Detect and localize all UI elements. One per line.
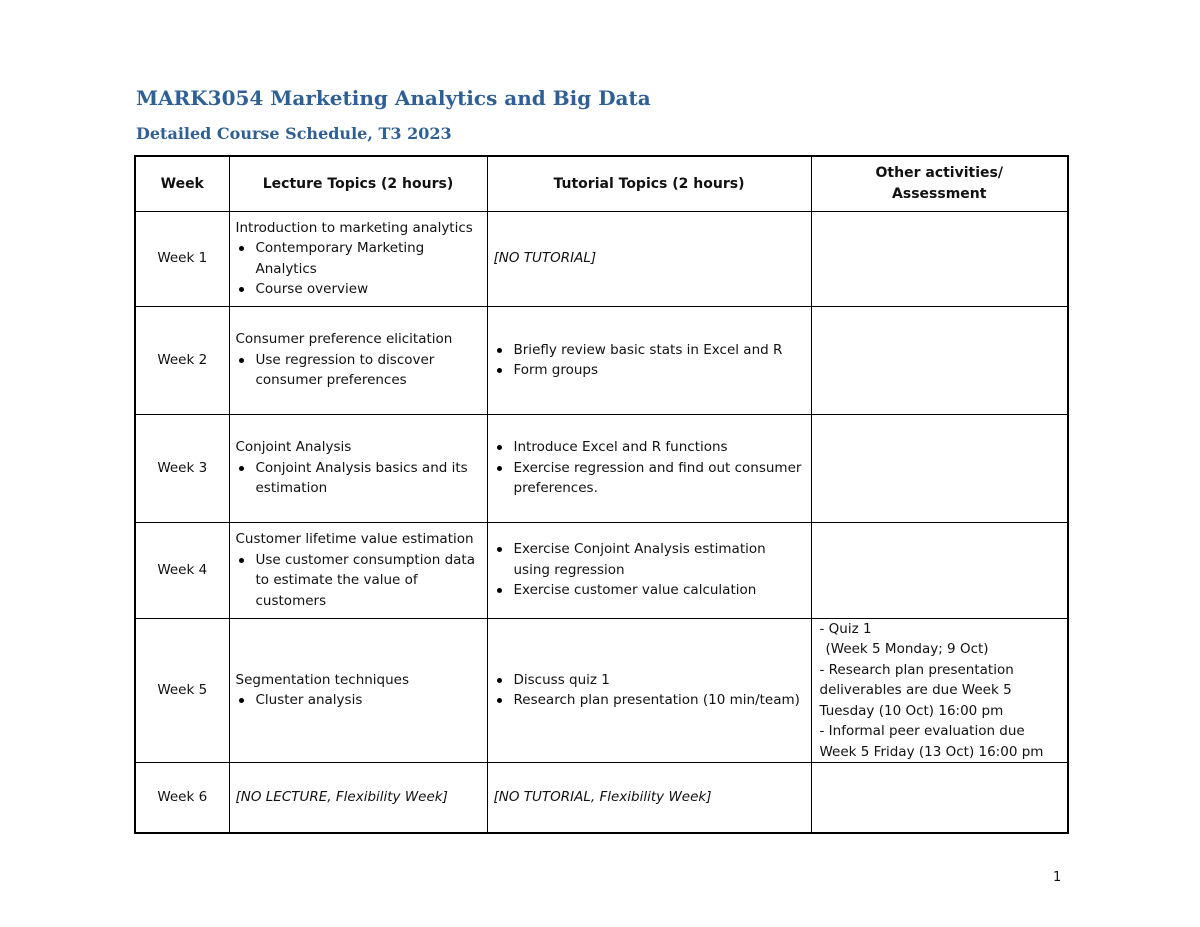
header-other-activities [811, 156, 1068, 211]
other-activities-cell [811, 211, 1068, 306]
header-lecture-topics: Lecture Topics (2 hours) [229, 156, 487, 211]
other-activity-line: - Research plan presentation deliverables are due Week 5 Tuesday (10 Oct) 16:00 pm [819, 661, 1014, 719]
lecture-bullet: Conjoint Analysis basics and its estimation [256, 458, 481, 499]
other-activities-cell [811, 763, 1068, 833]
tutorial-bullet-list [494, 340, 805, 381]
lecture-cell: [NO LECTURE, Flexibility Week] [229, 763, 487, 833]
week-cell: Week 5 [135, 618, 229, 763]
table-header-row [135, 156, 1068, 211]
week-cell: Week 1 [135, 211, 229, 306]
table-row-week-3 [135, 414, 1068, 522]
course-schedule-table [134, 155, 1069, 834]
tutorial-bullet: Exercise regression and find out consumer preferences. [514, 458, 805, 499]
lecture-bullet-list [236, 458, 481, 499]
other-activity-line: - Informal peer evaluation due Week 5 Friday (13 Oct) 16:00 pm [819, 723, 1044, 760]
other-activities-cell [811, 522, 1068, 618]
table-row-week-5 [135, 618, 1068, 763]
table-row-week-6 [135, 763, 1068, 833]
lecture-bullet-list [236, 238, 481, 300]
lecture-bullet-list [236, 350, 481, 391]
week-cell: Week 2 [135, 306, 229, 414]
table-row-week-4 [135, 522, 1068, 618]
lecture-bullet: Contemporary Marketing Analytics [256, 238, 481, 279]
tutorial-bullet: Discuss quiz 1 [514, 670, 805, 691]
week-cell: Week 4 [135, 522, 229, 618]
tutorial-cell [487, 414, 811, 522]
tutorial-bullet: Briefly review basic stats in Excel and R [514, 340, 805, 361]
tutorial-bullet-list [494, 539, 805, 601]
header-other-line-2: Assessment [892, 185, 987, 202]
lecture-cell [229, 306, 487, 414]
lecture-title: Introduction to marketing analytics [235, 219, 473, 236]
lecture-bullet: Cluster analysis [256, 690, 481, 711]
table-row-week-1 [135, 211, 1068, 306]
tutorial-bullet-list [494, 670, 805, 711]
tutorial-bullet: Exercise customer value calculation [514, 580, 805, 601]
tutorial-bullet: Exercise Conjoint Analysis estimation using regression [514, 539, 805, 580]
lecture-cell [229, 414, 487, 522]
other-activities-cell [811, 618, 1068, 763]
tutorial-bullet-list [494, 437, 805, 499]
lecture-title: Segmentation techniques [235, 671, 410, 688]
page-number: 1 [1053, 870, 1062, 885]
tutorial-cell [487, 306, 811, 414]
lecture-bullet-list [236, 690, 481, 711]
other-activity-line: (Week 5 Monday; 9 Oct) [825, 641, 989, 657]
tutorial-bullet: Form groups [514, 360, 805, 381]
other-activities-cell [811, 306, 1068, 414]
lecture-cell [229, 618, 487, 763]
lecture-bullet: Course overview [256, 279, 481, 300]
lecture-bullet-list [236, 550, 481, 612]
tutorial-bullet: Research plan presentation (10 min/team) [514, 690, 805, 711]
document-subtitle: Detailed Course Schedule, T3 2023 [136, 124, 452, 143]
other-activities-cell [811, 414, 1068, 522]
lecture-title: Conjoint Analysis [235, 439, 352, 456]
document-title: MARK3054 Marketing Analytics and Big Data [136, 86, 651, 110]
tutorial-cell: [NO TUTORIAL, Flexibility Week] [487, 763, 811, 833]
tutorial-bullet: Introduce Excel and R functions [514, 437, 805, 458]
tutorial-cell: [NO TUTORIAL] [487, 211, 811, 306]
lecture-title: Consumer preference elicitation [235, 331, 453, 348]
header-tutorial-topics: Tutorial Topics (2 hours) [487, 156, 811, 211]
table-row-week-2 [135, 306, 1068, 414]
lecture-bullet: Use regression to discover consumer preferences [256, 350, 481, 391]
tutorial-cell [487, 618, 811, 763]
header-week: Week [135, 156, 229, 211]
lecture-bullet: Use customer consumption data to estimate the value of customers [256, 550, 481, 612]
lecture-cell [229, 522, 487, 618]
lecture-cell [229, 211, 487, 306]
header-other-line-1: Other activities/ [875, 165, 1003, 182]
other-activity-line: - Quiz 1 [819, 620, 872, 637]
week-cell: Week 6 [135, 763, 229, 833]
lecture-title: Customer lifetime value estimation [235, 531, 474, 547]
week-cell: Week 3 [135, 414, 229, 522]
tutorial-cell [487, 522, 811, 618]
